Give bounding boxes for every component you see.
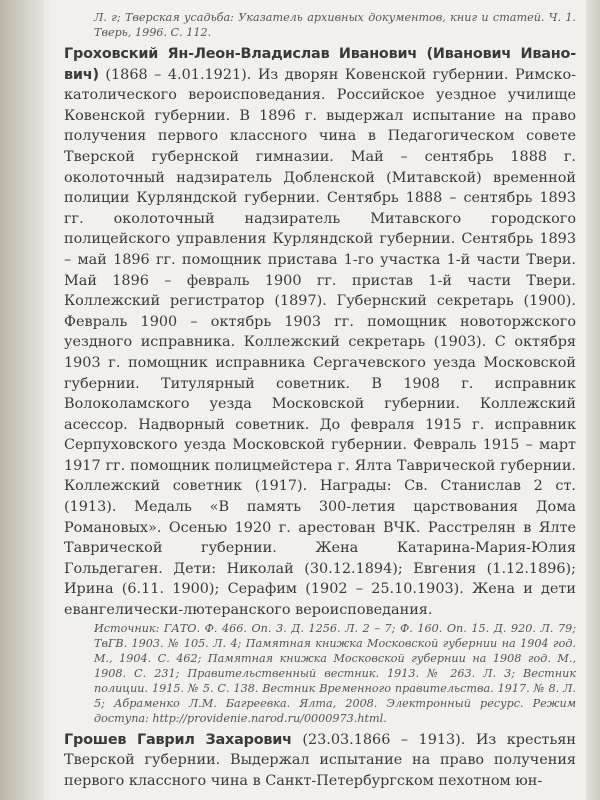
entry-name: Гроховский Ян-Леон-Владислав Иванович (Иванович Ивано-вич)	[64, 46, 576, 83]
entry-text: (23.03.1866 – 1913). Из крестьян Тверской губернии. Выдержал испытание на право получения первого классного чина в Санкт-Петербургском пехотном юн-	[64, 731, 576, 789]
entry-name: Грошев Гаврил Захарович	[64, 731, 292, 748]
source-note-top: Л. г; Тверская усадьба: Указатель архивных документов, книг и статей. Ч. 1. Тверь, 1996. С. 112.	[94, 11, 576, 39]
entry-text: (1868 – 4.01.1921). Из дворян Ковенской губернии. Римско-католического вероисповедания. Российское уездное училище Ковенской губернии. В 1896 г. выдержал испытание на право получения первого классного чина в Педагогическом совете Тверской губернской гимназии. Май – сентябрь 1888 г. околоточный надзиратель Добленской (Митавской) временной полиции Курляндской губернии. Сентябрь 1888 – сентябрь 1893 гг. околоточный надзиратель Митавского городского полицейского управления Курляндской губернии. Сентябрь 1893 – май 1896 гг. помощник пристава 1-го участка 1-й части Твери. Май 1896 – февраль 1900 гг. пристав 1-й части Твери. Коллежский регистратор (1897). Губернский секретарь (1900). Февраль 1900 – октябрь 1903 гг. помощник новоторжского уездного исправника. Коллежский секретарь (1903). С октября 1903 г. помощник исправника Сергачевского уезда Московской губернии. Титулярный советник. В 1908 г. исправник Волоколамского уезда Московской губернии. Коллежский асессор. Надворный советник. До февраля 1915 г. исправник Серпуховского уезда Московской губернии. Февраль 1915 – март 1917 гг. помощник полицмейстера г. Ялта Таврической губернии. Коллежский советник (1917). Награды: Св. Станислав 2 ст. (1913). Медаль «В память 300-летия царствования Дома Романовых». Осенью 1920 г. арестован ВЧК. Расстрелян в Ялте Таврической губернии. Жена Катарина-Мария-Юлия Гольдегаген. Дети: Николай (30.12.1894); Евгения (1.12.1896); Ирина (6.11. 1900); Серафим (1902 – 25.10.1903). Жена и дети евангелически-лютеранского вероисповедания.	[64, 66, 577, 619]
book-page	[50, 0, 586, 800]
page-edge-shadow	[586, 0, 600, 800]
entry-groshev	[64, 730, 576, 792]
source-note-grokhovsky: Источник: ГАТО. Ф. 466. Оп. 3. Д. 1256. Л. 2 – 7; Ф. 160. Оп. 15. Д. 920. Л. 79; ТвГВ. 1903. № 105. Л. 4; Памятная книжка Московской губернии на 1904 год. М., 1904. С. 462; Памятная книжка Московской губернии на 1908 год. М., 1908. С. 231; Правительственный вестник. 1913. № 263. Л. 3; Вестник полиции. 1915. № 5. С. 138. Вестник Временного правительства. 1917. № 8. Л. 5; Абраменко Л.М. Багреевка. Ялта, 2008. Электронный ресурс. Режим доступа: http://providenie.narod.ru/0000973.html.	[94, 621, 576, 725]
entry-grokhovsky	[64, 44, 576, 621]
book-spine-shadow	[0, 0, 44, 800]
